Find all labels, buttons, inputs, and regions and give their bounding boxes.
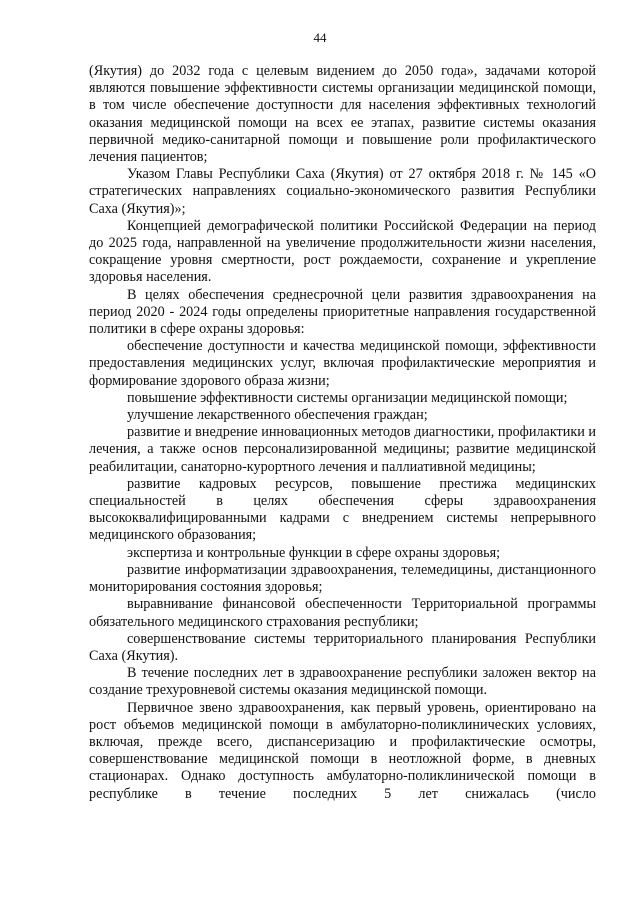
paragraph: Первичное звено здравоохранения, как первый уровень, ориентировано на рост объемов медицинской помощи в амбулаторно-поликлинических условиях, включая, прежде всего, диспансеризацию и профилактические осмотры, совершенствование медицинской помощи в неотложной форме, в дневных стационарах. Однако доступность амбулаторно-поликлинической помощи в республике в течение последних 5 лет снижалась (число <box>89 699 596 802</box>
document-body <box>89 63 596 803</box>
list-item: обеспечение доступности и качества медицинской помощи, эффективности предоставления медицинских услуг, включая профилактические мероприятия и формирование здорового образа жизни; <box>89 338 596 389</box>
paragraph: В течение последних лет в здравоохранение республики заложен вектор на создание трехуровневой системы оказания медицинской помощи. <box>89 665 596 699</box>
list-item: выравнивание финансовой обеспеченности Территориальной программы обязательного медицинского страхования республики; <box>89 596 596 630</box>
paragraph: Указом Главы Республики Саха (Якутия) от 27 октября 2018 г. № 145 «О стратегических направлениях социально-экономического развития Республики Саха (Якутия)»; <box>89 166 596 217</box>
list-item: совершенствование системы территориального планирования Республики Саха (Якутия). <box>89 630 596 664</box>
paragraph: Концепцией демографической политики Российской Федерации на период до 2025 года, направленной на увеличение продолжительности жизни населения, сокращение уровня смертности, рост рождаемости, сохранение и укрепление здоровья населения. <box>89 217 596 286</box>
page-number: 44 <box>313 30 327 45</box>
list-item: развитие информатизации здравоохранения, телемедицины, дистанционного мониторирования состояния здоровья; <box>89 561 596 596</box>
list-item: экспертиза и контрольные функции в сфере охраны здоровья; <box>127 544 501 561</box>
list-item: развитие и внедрение инновационных методов диагностики, профилактики и лечения, а также основ персонализированной медицины; развитие медицинской реабилитации, санаторно-курортного лечения и паллиативной медицины; <box>89 424 596 475</box>
list-item: улучшение лекарственного обеспечения граждан; <box>127 407 428 424</box>
list-item: повышение эффективности системы организации медицинской помощи; <box>127 389 568 406</box>
list-item: развитие кадровых ресурсов, повышение престижа медицинских специальностей в целях обеспечения сферы здравоохранения высококвалифицированными кадрами с внедрением системы непрерывного медицинского образования; <box>89 475 596 544</box>
paragraph: (Якутия) до 2032 года с целевым видением до 2050 года», задачами которой являются повышение эффективности системы организации медицинской помощи, в том числе обеспечение доступности для населения эффективных технологий оказания медицинской помощи на всех ее этапах, развитие системы оказания первичной медико-санитарной помощи и повышение роли профилактического лечения пациентов; <box>89 63 596 166</box>
paragraph: В целях обеспечения среднесрочной цели развития здравоохранения на период 2020 - 2024 годы определены приоритетные направления государственной политики в сфере охраны здоровья: <box>89 286 596 338</box>
